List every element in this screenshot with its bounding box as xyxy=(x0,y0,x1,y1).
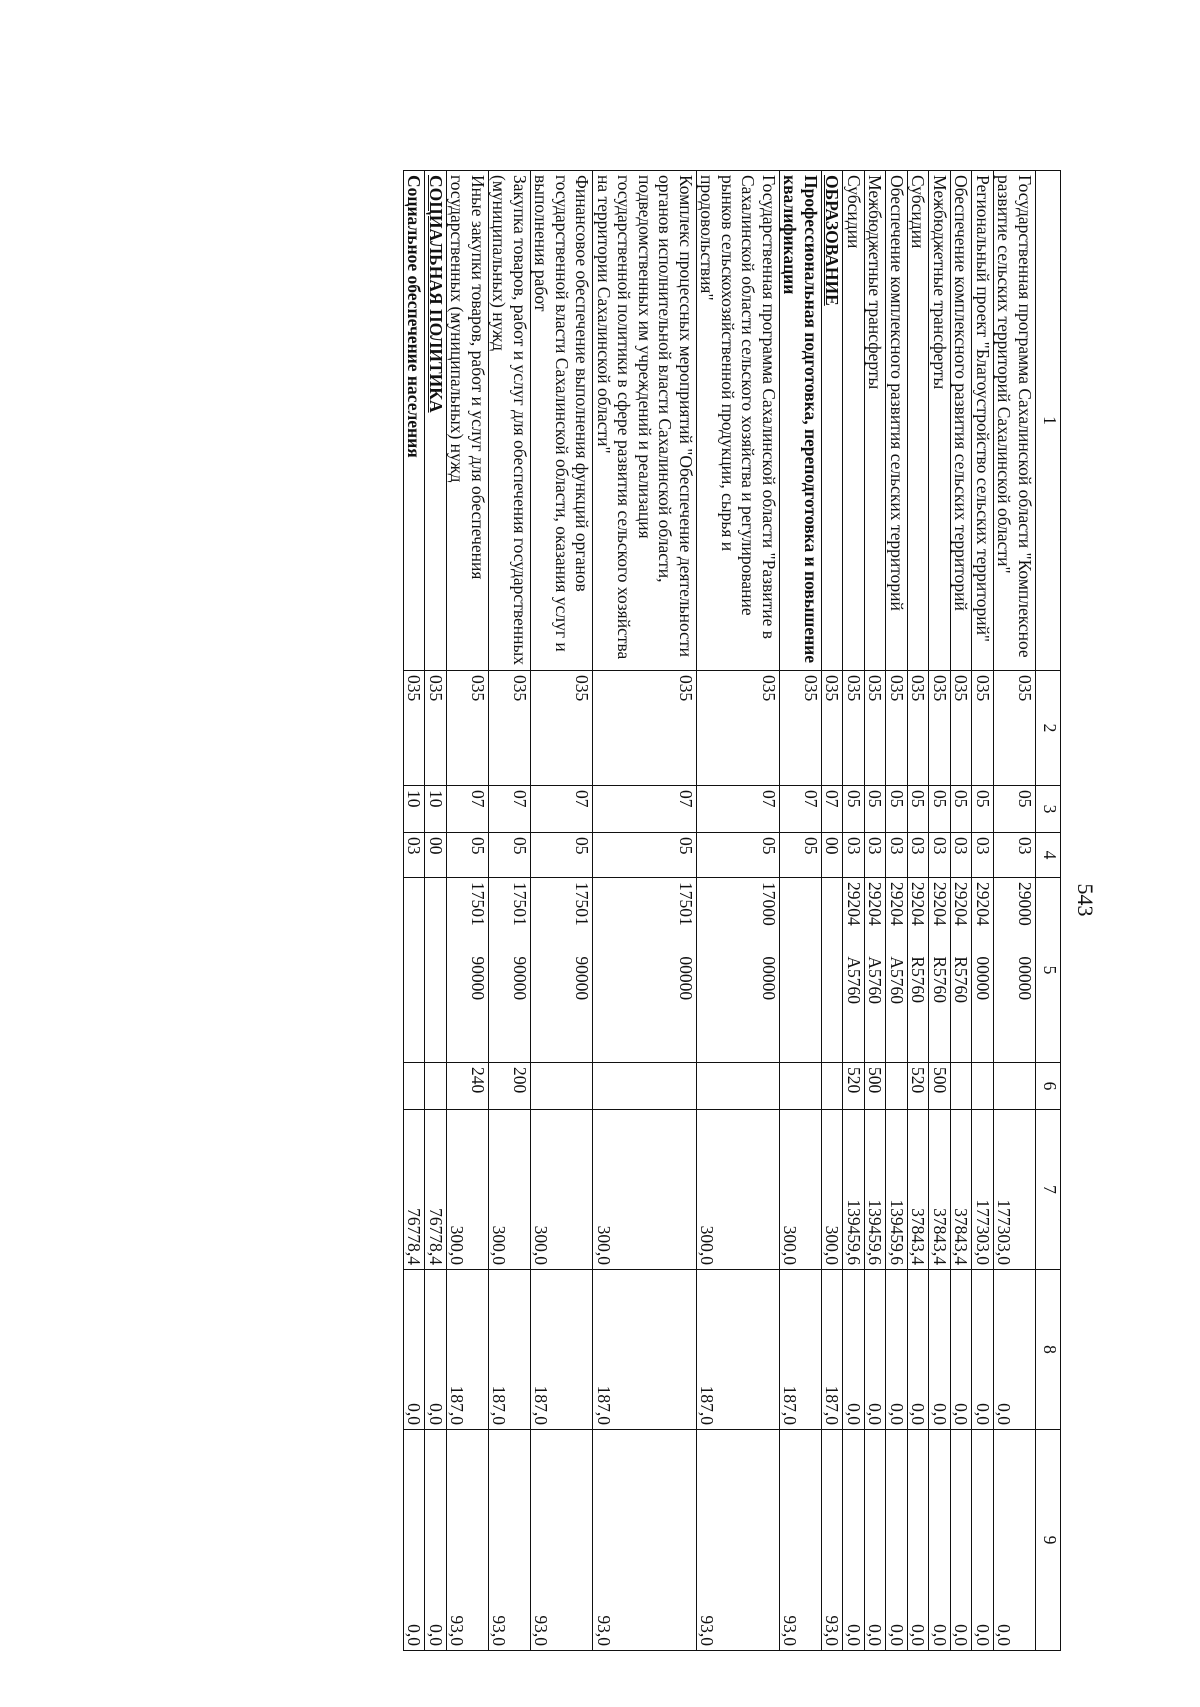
expense-type-code: 500 xyxy=(929,1063,951,1110)
amount-col9: 0,0 xyxy=(972,1430,994,1651)
subsection-code: 03 xyxy=(404,833,426,878)
amount-col7: 37843,4 xyxy=(929,1110,951,1270)
subsection-code: 05 xyxy=(697,833,780,878)
header-row xyxy=(1036,171,1061,1651)
subsection-code: 03 xyxy=(994,833,1036,878)
subsection-code: 00 xyxy=(425,833,447,878)
section-code: 05 xyxy=(843,786,865,833)
section-code: 07 xyxy=(447,786,489,833)
section-code: 05 xyxy=(972,786,994,833)
amount-col9: 93,0 xyxy=(593,1430,697,1651)
column-header: 7 xyxy=(1036,1110,1061,1270)
target-article-code xyxy=(489,878,531,1063)
amount-col8: 0,0 xyxy=(843,1270,865,1430)
target-article-direction-part: R5760 xyxy=(951,956,972,1004)
target-article-program-part: 29204 xyxy=(865,882,886,926)
grbs-code: 035 xyxy=(886,671,908,786)
target-article-code xyxy=(447,878,489,1063)
amount-col9: 93,0 xyxy=(531,1430,594,1651)
table-row xyxy=(929,171,951,1651)
section-code: 07 xyxy=(531,786,594,833)
column-header: 2 xyxy=(1036,671,1061,786)
subsection-code: 03 xyxy=(843,833,865,878)
amount-col8: 0,0 xyxy=(908,1270,930,1430)
target-article-program-part: 29204 xyxy=(908,882,929,926)
table-row xyxy=(489,171,531,1651)
amount-col9: 0,0 xyxy=(404,1430,426,1651)
expense-type-code xyxy=(951,1063,973,1110)
amount-col8: 187,0 xyxy=(489,1270,531,1430)
target-article-direction-part: R5760 xyxy=(908,956,929,1004)
amount-col7: 300,0 xyxy=(447,1110,489,1270)
grbs-code: 035 xyxy=(593,671,697,786)
amount-col8: 187,0 xyxy=(822,1270,844,1430)
amount-col8: 0,0 xyxy=(886,1270,908,1430)
target-article-direction-part: 00000 xyxy=(1015,956,1035,1001)
target-article-direction-part: 00000 xyxy=(759,956,779,1001)
target-article-direction-part: 90000 xyxy=(572,956,593,1001)
amount-col9: 0,0 xyxy=(425,1430,447,1651)
section-code: 05 xyxy=(865,786,887,833)
column-header: 8 xyxy=(1036,1270,1061,1430)
subsection-code: 03 xyxy=(908,833,930,878)
section-code: 07 xyxy=(697,786,780,833)
subsection-code: 05 xyxy=(780,833,822,878)
table-row xyxy=(447,171,489,1651)
target-article-program-part: 17501 xyxy=(510,882,530,926)
column-header: 9 xyxy=(1036,1430,1061,1651)
amount-col7: 139459,6 xyxy=(865,1110,887,1270)
expense-type-code xyxy=(593,1063,697,1110)
target-article-code xyxy=(531,878,594,1063)
target-article-direction-part: А5760 xyxy=(844,956,864,1005)
target-article-program-part: 29204 xyxy=(951,882,972,926)
table-row xyxy=(886,171,908,1651)
grbs-code: 035 xyxy=(447,671,489,786)
amount-col7: 76778,4 xyxy=(425,1110,447,1270)
target-article-direction-part: А5760 xyxy=(865,956,886,1005)
grbs-code: 035 xyxy=(994,671,1036,786)
amount-col9: 93,0 xyxy=(697,1430,780,1651)
target-article-code xyxy=(697,878,780,1063)
expense-type-code: 520 xyxy=(843,1063,865,1110)
target-article-code xyxy=(951,878,973,1063)
column-header: 1 xyxy=(1036,171,1061,671)
grbs-code: 035 xyxy=(780,671,822,786)
target-article-program-part: 29000 xyxy=(1015,882,1035,926)
amount-col8: 187,0 xyxy=(697,1270,780,1430)
row-name: СОЦИАЛЬНАЯ ПОЛИТИКА xyxy=(425,171,447,671)
table-row xyxy=(865,171,887,1651)
grbs-code: 035 xyxy=(489,671,531,786)
subsection-code: 03 xyxy=(886,833,908,878)
amount-col7: 300,0 xyxy=(780,1110,822,1270)
table-row xyxy=(425,171,447,1651)
amount-col7: 300,0 xyxy=(489,1110,531,1270)
column-header: 5 xyxy=(1036,878,1061,1063)
expense-type-code: 240 xyxy=(447,1063,489,1110)
row-name: Межбюджетные трансферты xyxy=(865,171,887,671)
amount-col8: 187,0 xyxy=(780,1270,822,1430)
target-article-code xyxy=(593,878,697,1063)
row-name: Субсидии xyxy=(908,171,930,671)
subsection-code: 03 xyxy=(951,833,973,878)
amount-col9: 0,0 xyxy=(929,1430,951,1651)
amount-col8: 0,0 xyxy=(951,1270,973,1430)
amount-col9: 0,0 xyxy=(908,1430,930,1651)
grbs-code: 035 xyxy=(972,671,994,786)
target-article-code xyxy=(822,878,844,1063)
expense-type-code: 520 xyxy=(908,1063,930,1110)
section-code: 07 xyxy=(489,786,531,833)
amount-col8: 187,0 xyxy=(593,1270,697,1430)
section-code: 05 xyxy=(929,786,951,833)
expense-type-code: 500 xyxy=(865,1063,887,1110)
section-code: 10 xyxy=(425,786,447,833)
section-code: 07 xyxy=(593,786,697,833)
amount-col7: 177303,0 xyxy=(994,1110,1036,1270)
target-article-code xyxy=(994,878,1036,1063)
amount-col9: 93,0 xyxy=(822,1430,844,1651)
expense-type-code xyxy=(531,1063,594,1110)
target-article-program-part: 29204 xyxy=(973,882,993,926)
target-article-program-part: 29204 xyxy=(887,882,907,926)
table-row xyxy=(972,171,994,1651)
target-article-program-part: 17501 xyxy=(676,882,696,926)
subsection-code: 03 xyxy=(865,833,887,878)
table-body xyxy=(404,171,1036,1651)
amount-col9: 93,0 xyxy=(489,1430,531,1651)
target-article-direction-part: R5760 xyxy=(930,956,950,1004)
target-article-code xyxy=(780,878,822,1063)
target-article-program-part: 17000 xyxy=(759,882,779,926)
target-article-direction-part: 00000 xyxy=(676,956,696,1001)
amount-col7: 177303,0 xyxy=(972,1110,994,1270)
section-code: 05 xyxy=(908,786,930,833)
target-article-direction-part: 00000 xyxy=(973,956,993,1001)
target-article-program-part: 17501 xyxy=(468,882,488,926)
target-article-code xyxy=(886,878,908,1063)
amount-col9: 0,0 xyxy=(951,1430,973,1651)
amount-col7: 37843,4 xyxy=(908,1110,930,1270)
amount-col8: 187,0 xyxy=(447,1270,489,1430)
row-name: Профессиональная подготовка, переподготовка и повышение квалификации xyxy=(780,171,822,671)
amount-col8: 0,0 xyxy=(972,1270,994,1430)
target-article-code xyxy=(404,878,426,1063)
amount-col9: 0,0 xyxy=(865,1430,887,1651)
rotated-page-area xyxy=(115,170,1061,1650)
expense-type-code xyxy=(886,1063,908,1110)
subsection-code: 03 xyxy=(972,833,994,878)
column-header: 6 xyxy=(1036,1063,1061,1110)
row-name: Государственная программа Сахалинской области "Комплексное развитие сельских территорий Сахалинской области" xyxy=(994,171,1036,671)
table-row xyxy=(593,171,697,1651)
amount-col7: 76778,4 xyxy=(404,1110,426,1270)
section-code: 05 xyxy=(951,786,973,833)
expense-type-code: 200 xyxy=(489,1063,531,1110)
row-name: Комплекс процессных мероприятий "Обеспечение деятельности органов исполнительной власти Сахалинской области, подведомственных им учреждений и реализация государственной политики в сфере развития сельского хозяйства на территории Сахалинской области" xyxy=(593,171,697,671)
table-row xyxy=(531,171,594,1651)
amount-col7: 300,0 xyxy=(593,1110,697,1270)
target-article-program-part: 17501 xyxy=(572,882,593,926)
row-name: Субсидии xyxy=(843,171,865,671)
target-article-direction-part: 90000 xyxy=(468,956,488,1001)
subsection-code: 05 xyxy=(489,833,531,878)
grbs-code: 035 xyxy=(425,671,447,786)
target-article-direction-part: А5760 xyxy=(887,956,907,1005)
target-article-direction-part: 90000 xyxy=(510,956,530,1001)
row-name: Обеспечение комплексного развития сельских территорий xyxy=(886,171,908,671)
expense-type-code xyxy=(404,1063,426,1110)
amount-col8: 187,0 xyxy=(531,1270,594,1430)
subsection-code: 05 xyxy=(593,833,697,878)
grbs-code: 035 xyxy=(908,671,930,786)
row-name: Государственная программа Сахалинской области "Развитие в Сахалинской области сельского хозяйства и регулирование рынков сельскохозяйственной продукции, сырья и продовольствия" xyxy=(697,171,780,671)
amount-col9: 0,0 xyxy=(886,1430,908,1651)
target-article-program-part: 29204 xyxy=(930,882,950,926)
grbs-code: 035 xyxy=(843,671,865,786)
target-article-code xyxy=(929,878,951,1063)
table-row xyxy=(780,171,822,1651)
row-name: Финансовое обеспечение выполнения функций органов государственной власти Сахалинской области, оказания услуг и выполнения работ xyxy=(531,171,594,671)
budget-table xyxy=(403,170,1061,1651)
column-header: 4 xyxy=(1036,833,1061,878)
amount-col7: 300,0 xyxy=(822,1110,844,1270)
amount-col8: 0,0 xyxy=(404,1270,426,1430)
table-row xyxy=(404,171,426,1651)
section-code: 05 xyxy=(994,786,1036,833)
expense-type-code xyxy=(822,1063,844,1110)
grbs-code: 035 xyxy=(404,671,426,786)
target-article-code xyxy=(865,878,887,1063)
row-name: Социальное обеспечение населения xyxy=(404,171,426,671)
subsection-code: 03 xyxy=(929,833,951,878)
grbs-code: 035 xyxy=(929,671,951,786)
budget-table-container xyxy=(115,170,1061,1650)
subsection-code: 05 xyxy=(447,833,489,878)
expense-type-code xyxy=(994,1063,1036,1110)
amount-col9: 0,0 xyxy=(843,1430,865,1651)
amount-col7: 139459,6 xyxy=(843,1110,865,1270)
table-row xyxy=(843,171,865,1651)
expense-type-code xyxy=(425,1063,447,1110)
table-row xyxy=(994,171,1036,1651)
amount-col9: 93,0 xyxy=(780,1430,822,1651)
amount-col7: 37843,4 xyxy=(951,1110,973,1270)
section-code: 10 xyxy=(404,786,426,833)
grbs-code: 035 xyxy=(822,671,844,786)
target-article-code xyxy=(425,878,447,1063)
amount-col8: 0,0 xyxy=(994,1270,1036,1430)
target-article-code xyxy=(972,878,994,1063)
amount-col7: 139459,6 xyxy=(886,1110,908,1270)
target-article-code xyxy=(843,878,865,1063)
row-name: Обеспечение комплексного развития сельских территорий xyxy=(951,171,973,671)
amount-col9: 0,0 xyxy=(994,1430,1036,1651)
row-name: Межбюджетные трансферты xyxy=(929,171,951,671)
expense-type-code xyxy=(780,1063,822,1110)
amount-col7: 300,0 xyxy=(531,1110,594,1270)
row-name: Региональный проект "Благоустройство сельских территорий" xyxy=(972,171,994,671)
column-header: 3 xyxy=(1036,786,1061,833)
row-name: Иные закупки товаров, работ и услуг для обеспечения государственных (муниципальных) нужд xyxy=(447,171,489,671)
row-name: Закупка товаров, работ и услуг для обеспечения государственных (муниципальных) нужд xyxy=(489,171,531,671)
grbs-code: 035 xyxy=(531,671,594,786)
page-number: 543 xyxy=(1073,883,1098,917)
table-row xyxy=(697,171,780,1651)
section-code: 07 xyxy=(822,786,844,833)
grbs-code: 035 xyxy=(951,671,973,786)
row-name: ОБРАЗОВАНИЕ xyxy=(822,171,844,671)
amount-col7: 300,0 xyxy=(697,1110,780,1270)
grbs-code: 035 xyxy=(697,671,780,786)
grbs-code: 035 xyxy=(865,671,887,786)
table-row xyxy=(908,171,930,1651)
amount-col9: 93,0 xyxy=(447,1430,489,1651)
amount-col8: 0,0 xyxy=(865,1270,887,1430)
section-code: 05 xyxy=(886,786,908,833)
subsection-code: 05 xyxy=(531,833,594,878)
table-row xyxy=(822,171,844,1651)
amount-col8: 0,0 xyxy=(929,1270,951,1430)
expense-type-code xyxy=(972,1063,994,1110)
subsection-code: 00 xyxy=(822,833,844,878)
target-article-program-part: 29204 xyxy=(844,882,864,926)
expense-type-code xyxy=(697,1063,780,1110)
table-row xyxy=(951,171,973,1651)
section-code: 07 xyxy=(780,786,822,833)
target-article-code xyxy=(908,878,930,1063)
amount-col8: 0,0 xyxy=(425,1270,447,1430)
